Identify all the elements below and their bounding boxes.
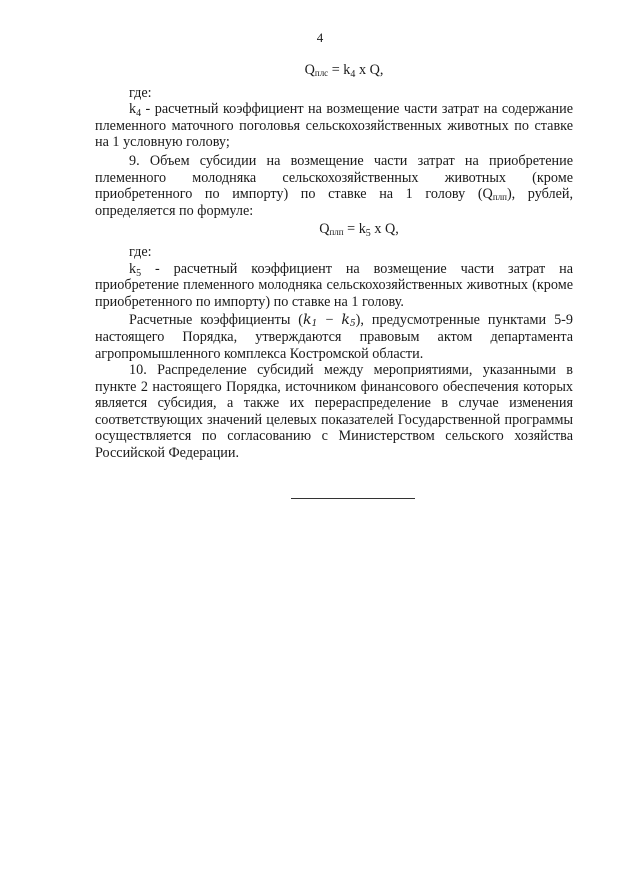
page-number: 4 <box>316 30 324 45</box>
where-label-2: где: <box>129 243 152 260</box>
paragraph-coefficients: Расчетные коэффициенты $(k_1 - k_5)$, предусмотренные пунктами 5-9 настоящего Порядка, утверждаются правовым актом департамента агропромышленного комплекса Костромской области. <box>95 312 573 362</box>
where-label-1: где: <box>129 84 152 101</box>
definition-k5: $k_5$ - расчетный коэффициент на возмещение части затрат на приобретение племенного молодняка сельскохозяйственных животных (кроме приобретенного по импорту) по ставке на 1 голову. <box>95 260 573 310</box>
math-k5: $k_5$ <box>341 312 356 330</box>
formula-q-pls: $Q_{плс} = k_4$ x Q, <box>304 62 384 80</box>
paragraph-9: 9. Объем субсидии на возмещение части затрат на приобретение племенного молодняка сельскохозяйственных животных (кроме приобретенного по импорту) по ставке на 1 голову $(Q_{плп})$, рублей, определяется по формуле: <box>95 152 574 219</box>
math-k1: $k_1$ <box>303 312 318 330</box>
document-body <box>95 62 573 462</box>
definition-k4: $k_4$ - расчетный коэффициент на возмещение части затрат на содержание племенного маточного поголовья сельскохозяйственных животных по ставке на 1 условную голову; <box>95 101 573 151</box>
closing-divider-line <box>291 498 415 499</box>
formula-q-plp: $Q_{плп} = k_5$ x Q, <box>319 221 399 240</box>
paragraph-10: 10. Распределение субсидий между мероприятиями, указанными в пункте 2 настоящего Порядка, источником финансового обеспечения которых является субсидия, а также их перераспределение в случае изменения соответствующих значений целевых показателей Государственной программы осуществляется по согласованию с Министерством сельского хозяйства Российской Федерации. <box>95 362 573 462</box>
